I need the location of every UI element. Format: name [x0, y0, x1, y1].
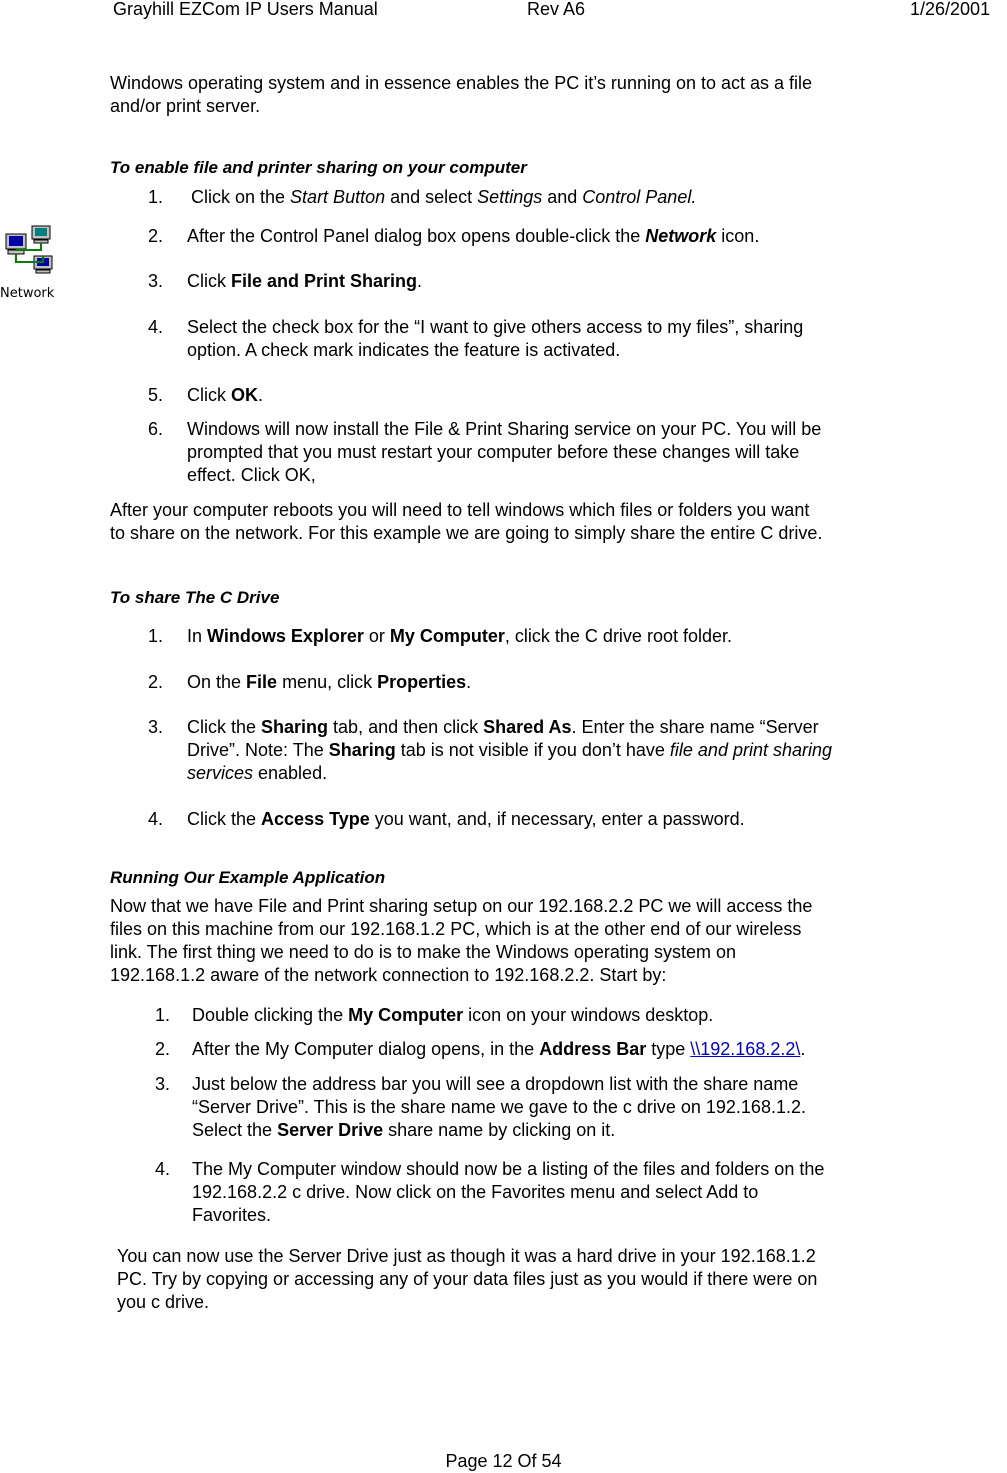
text: Drive”. Note: The	[187, 740, 329, 760]
step-number: 2.	[148, 226, 164, 246]
step-number: 4.	[148, 317, 164, 337]
text: prompted that you must restart your computer before these changes will take	[187, 442, 800, 462]
text: On the	[187, 672, 247, 692]
s2-step-2	[148, 671, 908, 694]
text: menu, click	[277, 672, 378, 692]
text: Click the	[187, 717, 262, 737]
my-computer-ref: My Computer	[389, 626, 505, 646]
closing-line-2: PC. Try by copying or accessing any of your data files just as you would if there were on	[117, 1269, 818, 1289]
step-number: 1.	[155, 1005, 171, 1025]
text: you want, and, if necessary, enter a password.	[369, 809, 745, 829]
sharing-ref: Sharing	[261, 717, 329, 737]
control-panel-ref: Control Panel.	[582, 187, 697, 207]
intro-line-1: Windows operating system and in essence enables the PC it’s running on to act as a file	[110, 73, 813, 93]
s3-line-4: 192.168.1.2 aware of the network connection to 192.168.2.2. Start by:	[110, 965, 667, 985]
text: Click	[187, 271, 231, 291]
s3-line-1: Now that we have File and Print sharing setup on our 192.168.2.2 PC we will access the	[110, 896, 813, 916]
file-print-sharing-services-ref: file and print sharing	[669, 740, 833, 760]
text: . Enter the share name “Server	[571, 717, 819, 737]
text: In	[187, 626, 208, 646]
s3-step-3	[155, 1073, 915, 1142]
step-number: 1.	[148, 626, 164, 646]
start-button-ref: Start Button	[290, 187, 386, 207]
text: .	[417, 271, 423, 291]
text: Favorites.	[192, 1205, 272, 1225]
s3-step-4	[155, 1158, 915, 1227]
closing-line-1: You can now use the Server Drive just as though it was a hard drive in your 192.168.1.2	[117, 1246, 816, 1266]
s1-step-4	[148, 316, 908, 362]
text: After the Control Panel dialog box opens double-click the	[187, 226, 646, 246]
s2-step-4	[148, 808, 908, 831]
settings-ref: Settings	[477, 187, 543, 207]
closing-line-3: you c drive.	[117, 1292, 210, 1312]
text: type	[646, 1039, 691, 1059]
step-number: 3.	[148, 717, 164, 737]
shared-as-ref: Shared As	[483, 717, 572, 737]
s1-step-6	[148, 418, 908, 487]
intro-line-2: and/or print server.	[110, 96, 261, 116]
s1-step-5	[148, 384, 908, 407]
s1-step-2	[148, 225, 908, 248]
s1-after-line-1: After your computer reboots you will need to tell windows which files or folders you want	[110, 500, 810, 520]
address-bar-ref: Address Bar	[539, 1039, 647, 1059]
step-number: 3.	[155, 1074, 171, 1094]
header-date: 1/26/2001	[910, 0, 991, 19]
text: .	[800, 1039, 806, 1059]
text: and	[542, 187, 583, 207]
step-number: 3.	[148, 271, 164, 291]
text: Select the	[192, 1120, 278, 1140]
text: .	[258, 385, 264, 405]
step-number: 4.	[148, 809, 164, 829]
text: share name by clicking on it.	[383, 1120, 616, 1140]
unc-path-link[interactable]: \\192.168.2.2\	[690, 1039, 801, 1059]
access-type-ref: Access Type	[261, 809, 370, 829]
text: and select	[385, 187, 478, 207]
s3-line-2: files on this machine from our 192.168.1.2 PC, which is at the other end of our wireless	[110, 919, 802, 939]
section1-heading: To enable file and printer sharing on your computer	[110, 158, 527, 177]
step-number: 5.	[148, 385, 164, 405]
step-number: 1.	[148, 187, 164, 207]
network-icon	[0, 222, 64, 302]
header-rev: Rev A6	[527, 0, 586, 19]
text: enabled.	[253, 763, 328, 783]
s1-step-3	[148, 270, 908, 293]
s3-step-1	[155, 1004, 915, 1027]
text: Click the	[187, 809, 262, 829]
text: Windows will now install the File & Print Sharing service on your PC. You will be	[187, 419, 822, 439]
s1-after-line-2: to share on the network. For this example we are going to simply share the entire C drive.	[110, 523, 823, 543]
text: tab, and then click	[328, 717, 484, 737]
s2-step-3	[148, 716, 948, 785]
text: “Server Drive”. This is the share name we gave to the c drive on 192.168.1.2.	[192, 1097, 806, 1117]
page-number: Page 12 Of 54	[445, 1451, 562, 1471]
network-icon-label: Network	[0, 286, 55, 301]
ok-ref: OK	[231, 385, 258, 405]
network-ref: Network	[645, 226, 717, 246]
properties-ref: Properties	[377, 672, 467, 692]
services-ref: services	[187, 763, 254, 783]
sharing-ref: Sharing	[328, 740, 396, 760]
text: Click	[187, 385, 231, 405]
s1-step-1	[148, 186, 908, 209]
text: option. A check mark indicates the feature is activated.	[187, 340, 621, 360]
text: icon.	[716, 226, 760, 246]
text: The My Computer window should now be a listing of the files and folders on the	[192, 1159, 825, 1179]
step-number: 6.	[148, 419, 164, 439]
server-drive-ref: Server Drive	[277, 1120, 384, 1140]
s3-step-2	[155, 1038, 915, 1061]
text: Click on the	[191, 187, 291, 207]
text: , click the C drive root folder.	[504, 626, 732, 646]
text: .	[466, 672, 472, 692]
text: After the My Computer dialog opens, in the	[192, 1039, 540, 1059]
text: tab is not visible if you don’t have	[395, 740, 670, 760]
section3-heading: Running Our Example Application	[110, 868, 386, 887]
file-print-sharing-ref: File and Print Sharing	[231, 271, 418, 291]
step-number: 2.	[155, 1039, 171, 1059]
text: 192.168.2.2 c drive. Now click on the Favorites menu and select Add to	[192, 1182, 759, 1202]
s2-step-1	[148, 625, 908, 648]
network-computers-icon	[0, 222, 64, 280]
my-computer-ref: My Computer	[348, 1005, 464, 1025]
step-number: 2.	[148, 672, 164, 692]
s3-line-3: link. The first thing we need to do is to make the Windows operating system on	[110, 942, 736, 962]
text: icon on your windows desktop.	[463, 1005, 714, 1025]
text: Just below the address bar you will see a dropdown list with the share name	[192, 1074, 799, 1094]
step-number: 4.	[155, 1159, 171, 1179]
text: effect. Click OK,	[187, 465, 316, 485]
text: Select the check box for the “I want to give others access to my files”, sharing	[187, 317, 804, 337]
header-title: Grayhill EZCom IP Users Manual	[113, 0, 378, 19]
text: or	[363, 626, 390, 646]
section2-heading: To share The C Drive	[110, 588, 280, 607]
windows-explorer-ref: Windows Explorer	[207, 626, 364, 646]
text: Double clicking the	[192, 1005, 349, 1025]
file-menu-ref: File	[246, 672, 278, 692]
